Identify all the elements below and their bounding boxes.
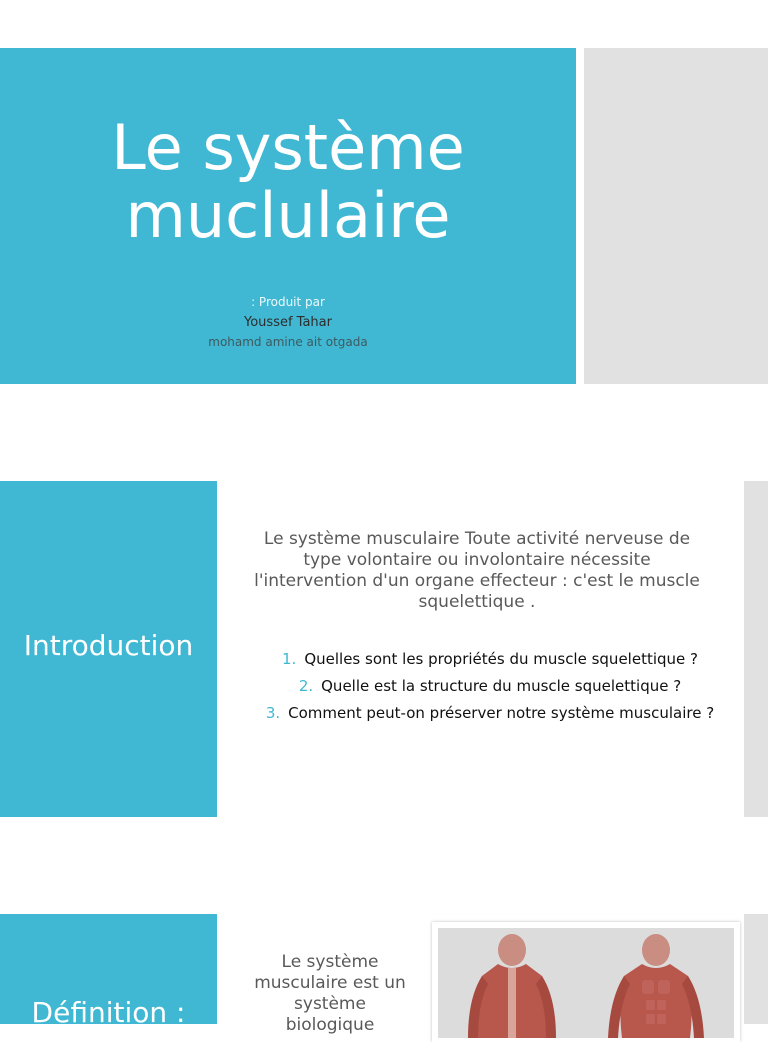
author-name-2: mohamd amine ait otgada [208,335,368,349]
list-number: 3. [265,704,281,722]
list-item [260,678,720,695]
author-name-1: Youssef Tahar [244,315,332,330]
list-item-text: Quelle est la structure du muscle squelettique ? [321,677,682,695]
title-slide [0,48,768,384]
list-item-text: Quelles sont les propriétés du muscle squelettique ? [304,650,698,668]
introduction-slide [0,481,768,817]
side-panel [584,48,768,384]
list-number: 1. [282,650,297,668]
slide-heading: Définition : [31,996,186,1029]
definition-paragraph: Le système musculaire est un système biologique [254,952,406,1035]
definition-slide [0,914,768,1035]
list-item [260,651,720,668]
presentation-title: Le système muclulaire [111,111,465,252]
list-item-text: Comment peut-on préserver notre système musculaire ? [288,704,715,722]
intro-paragraph: Le système musculaire Toute activité nerveuse de type volontaire ou involontaire nécessite l'intervention d'un organe effecteur : c'est le muscle squelettique . [254,529,700,612]
side-panel [744,481,768,817]
list-number: 2. [298,677,314,695]
muscular-anatomy-icon [438,928,734,1038]
side-panel [744,914,768,1024]
anatomy-image [432,922,740,1042]
produit-par-label: : Produit par [251,295,325,309]
list-item [260,705,720,722]
question-list [260,651,720,732]
slide-heading: Introduction [23,629,194,662]
